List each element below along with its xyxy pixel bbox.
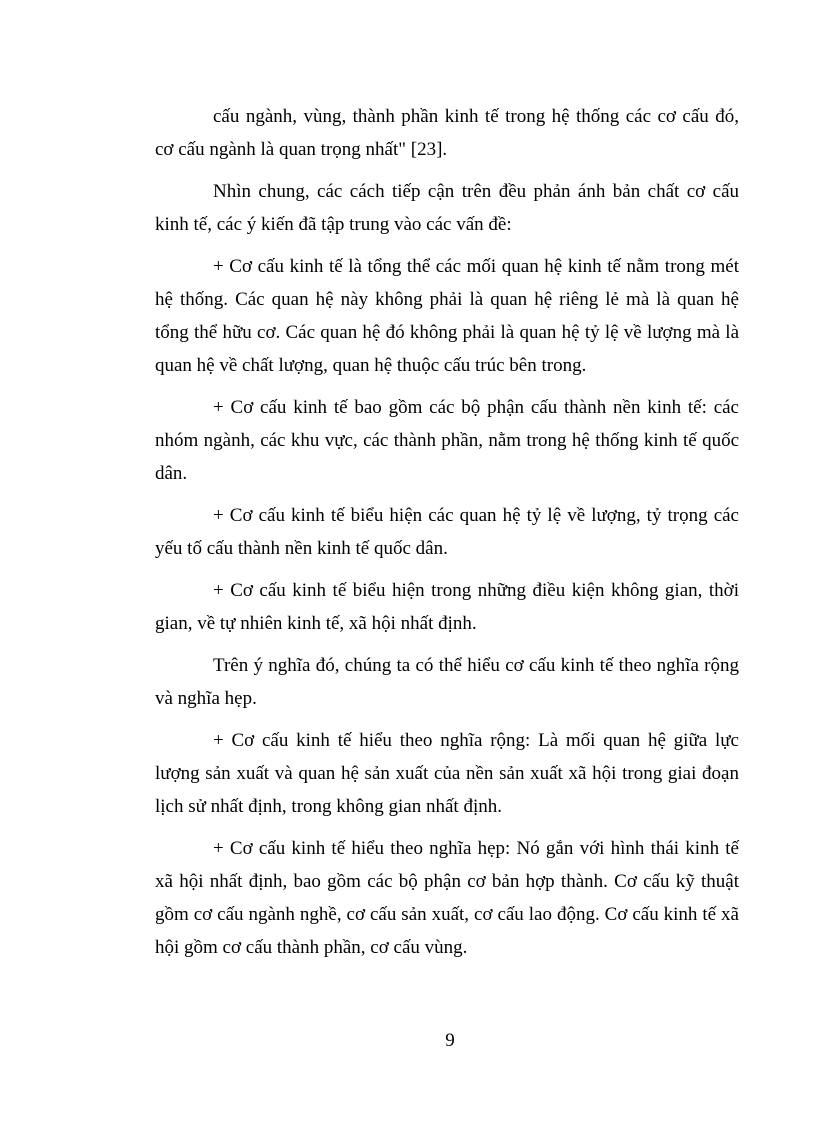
paragraph-point-2: + Cơ cấu kinh tế bao gồm các bộ phận cấu thành nền kinh tế: các nhóm ngành, các khu vực, các thành phần, nằm trong hệ thống kinh tế quốc dân. (155, 397, 739, 484)
paragraph-meaning: Trên ý nghĩa đó, chúng ta có thể hiểu cơ cấu kinh tế theo nghĩa rộng và nghĩa hẹp. (155, 655, 739, 709)
page-number: 9 (445, 1030, 455, 1051)
paragraph-point-4: + Cơ cấu kinh tế biểu hiện trong những điều kiện không gian, thời gian, về tự nhiên kinh tế, xã hội nhất định. (155, 580, 739, 634)
paragraph-point-3: + Cơ cấu kinh tế biểu hiện các quan hệ tỷ lệ về lượng, tỷ trọng các yếu tố cấu thành nền kinh tế quốc dân. (155, 505, 739, 559)
paragraph-point-1: + Cơ cấu kinh tế là tổng thể các mối quan hệ kinh tế nằm trong mét hệ thống. Các quan hệ này không phải là quan hệ riêng lẻ mà là quan hệ tổng thể hữu cơ. Các quan hệ đó không phải là quan hệ tỷ lệ về lượng mà là quan hệ về chất lượng, quan hệ thuộc cấu trúc bên trong. (155, 256, 739, 376)
paragraph-broad-sense: + Cơ cấu kinh tế hiểu theo nghĩa rộng: Là mối quan hệ giữa lực lượng sản xuất và quan hệ sản xuất của nền sản xuất xã hội trong giai đoạn lịch sử nhất định, trong không gian nhất định. (155, 730, 739, 817)
body-text (155, 100, 739, 973)
paragraph-narrow-sense: + Cơ cấu kinh tế hiểu theo nghĩa hẹp: Nó gắn với hình thái kinh tế xã hội nhất định, bao gồm các bộ phận cơ bản hợp thành. Cơ cấu kỹ thuật gồm cơ cấu ngành nghề, cơ cấu sản xuất, cơ cấu lao động. Cơ cấu kinh tế xã hội gồm cơ cấu thành phần, cơ cấu vùng. (155, 838, 739, 958)
paragraph-continuation: cấu ngành, vùng, thành phần kinh tế trong hệ thống các cơ cấu đó, cơ cấu ngành là quan trọng nhất" [23]. (155, 106, 739, 160)
paragraph-overview: Nhìn chung, các cách tiếp cận trên đều phản ánh bản chất cơ cấu kinh tế, các ý kiến đã tập trung vào các vấn đề: (155, 181, 739, 235)
